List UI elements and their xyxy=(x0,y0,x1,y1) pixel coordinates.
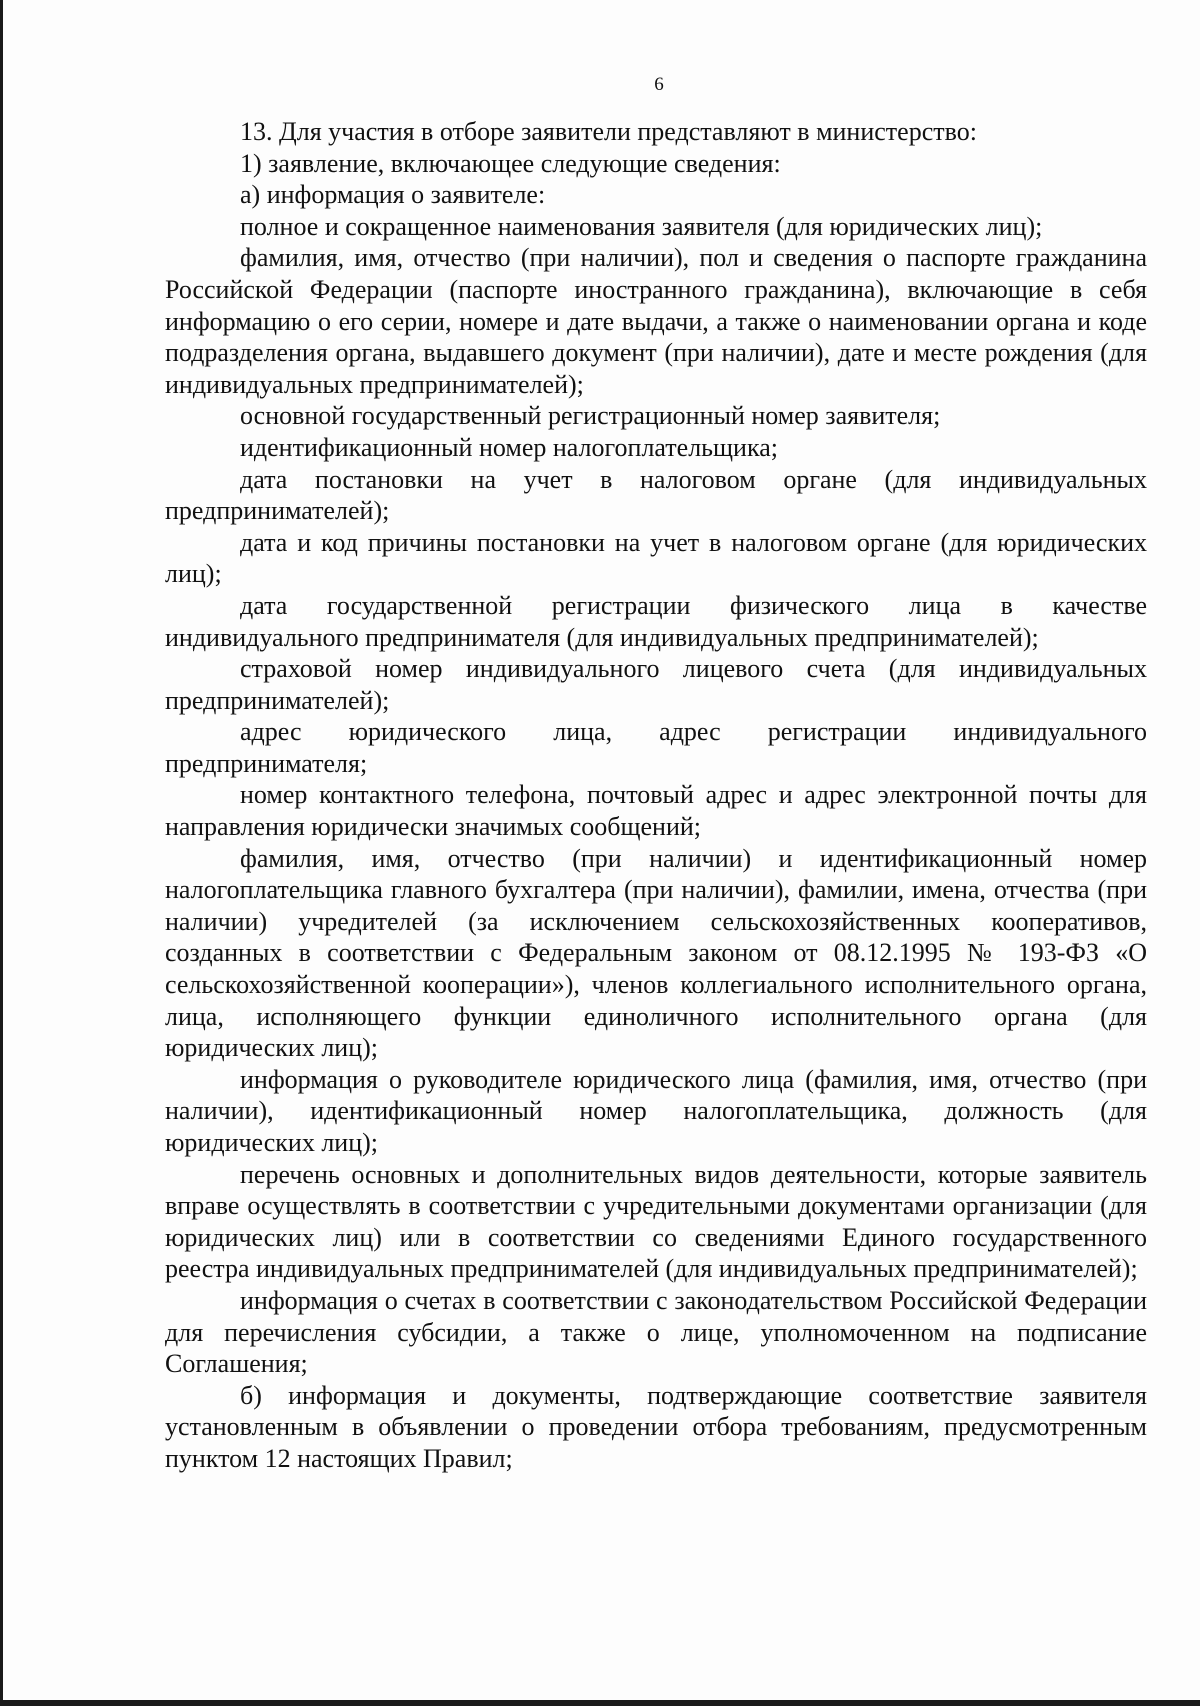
paragraph: фамилия, имя, отчество (при наличии) и идентификационный номер налогоплательщика главного бухгалтера (при наличии), фамилии, имена, отчества (при наличии) учредителей (за исключением сельскохозяйственных кооперативов, созданных в соответствии с Федеральным законом от 08.12.1995 № 193-ФЗ «О сельскохозяйственной кооперации»), членов коллегиального исполнительного органа, лица, исполняющего функции единоличного исполнительного органа (для юридических лиц); xyxy=(165,843,1147,1063)
paragraph: а) информация о заявителе: xyxy=(240,180,546,210)
scan-bottom-edge xyxy=(0,1700,1200,1706)
paragraph: 13. Для участия в отборе заявители представляют в министерство: xyxy=(240,117,977,146)
document-body xyxy=(165,116,1147,1475)
paragraph: перечень основных и дополнительных видов деятельности, которые заявитель вправе осуществлять в соответствии с учредительными документами организации (для юридических лиц) или в соответствии со сведениями Единого государственного реестра индивидуальных предпринимателей (для индивидуальных предпринимателей); xyxy=(165,1159,1147,1284)
paragraph: б) информация и документы, подтверждающие соответствие заявителя установленным в объявлении о проведении отбора требованиям, предусмотренным пунктом 12 настоящих Правил; xyxy=(165,1380,1147,1473)
paragraph: номер контактного телефона, почтовый адрес и адрес электронной почты для направления юридически значимых сообщений; xyxy=(165,780,1147,842)
paragraph: 1) заявление, включающее следующие сведения: xyxy=(240,148,781,178)
paragraph: основной государственный регистрационный номер заявителя; xyxy=(240,401,941,431)
paragraph: идентификационный номер налогоплательщика; xyxy=(240,432,778,462)
paragraph: фамилия, имя, отчество (при наличии), пол и сведения о паспорте гражданина Российской Федерации (паспорте иностранного гражданина), включающие в себя информацию о его серии, номере и дате выдачи, а также о наименовании органа и коде подразделения органа, выдавшего документ (при наличии), дате и месте рождения (для индивидуальных предпринимателей); xyxy=(165,243,1147,399)
page-number: 6 xyxy=(654,74,664,95)
paragraph: дата постановки на учет в налоговом органе (для индивидуальных предпринимателей); xyxy=(165,464,1147,526)
paragraph: страховой номер индивидуального лицевого счета (для индивидуальных предпринимателей); xyxy=(165,654,1147,715)
paragraph: адрес юридического лица, адрес регистрации индивидуального предпринимателя; xyxy=(165,717,1147,778)
paragraph: информация о счетах в соответствии с законодательством Российской Федерации для перечисления субсидии, а также о лице, уполномоченном на подписание Соглашения; xyxy=(165,1285,1147,1379)
scan-left-edge xyxy=(0,0,3,1706)
paragraph: дата и код причины постановки на учет в налоговом органе (для юридических лиц); xyxy=(165,527,1147,589)
paragraph: информация о руководителе юридического лица (фамилия, имя, отчество (при наличии), идентификационный номер налогоплательщика, должность (для юридических лиц); xyxy=(165,1064,1147,1157)
paragraph: дата государственной регистрации физического лица в качестве индивидуального предпринимателя (для индивидуальных предпринимателей); xyxy=(165,590,1147,652)
paragraph: полное и сокращенное наименования заявителя (для юридических лиц); xyxy=(240,211,1043,241)
